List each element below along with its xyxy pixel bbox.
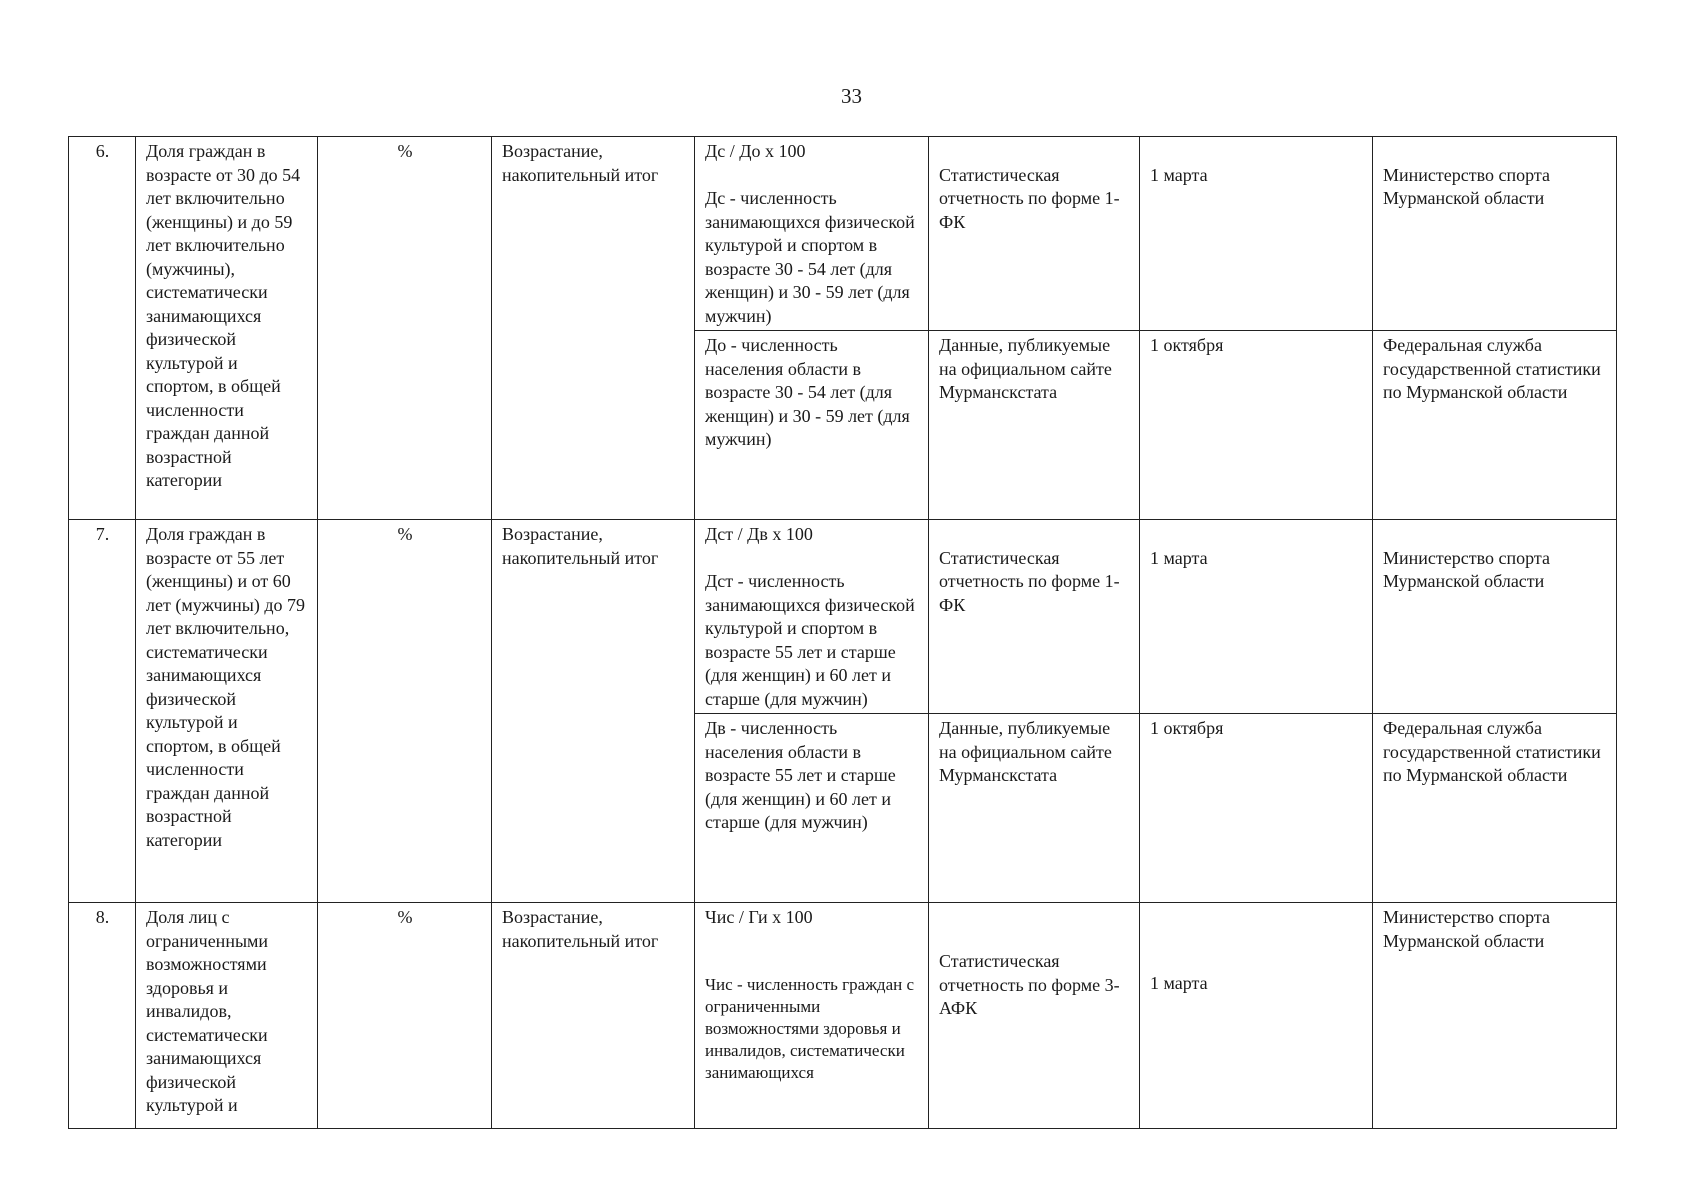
date: 1 октября: [1140, 331, 1373, 520]
definition: Дв - численность населения области в возрасте 55 лет и старше (для женщин) и 60 лет и старше (для мужчин): [695, 714, 929, 903]
formula-cell: [695, 520, 929, 714]
date: 1 марта: [1150, 547, 1208, 568]
responsible: Министерство спорта Мурманской области: [1383, 547, 1550, 591]
formula-cell: [695, 137, 929, 331]
responsible: Министерство спорта Мурманской области: [1373, 903, 1617, 1129]
unit: %: [318, 520, 492, 903]
date-cell: [1140, 903, 1373, 1129]
date: 1 марта: [1150, 973, 1208, 993]
unit: %: [318, 137, 492, 520]
page-number: 33: [841, 84, 862, 108]
table-row: [69, 903, 1617, 1129]
row-number: 6.: [69, 137, 136, 520]
source: Данные, публикуемые на официальном сайте Мурманскстата: [929, 714, 1140, 903]
unit: %: [318, 903, 492, 1129]
date: 1 октября: [1140, 714, 1373, 903]
source-cell: [929, 137, 1140, 331]
source-cell: [929, 903, 1140, 1129]
indicator-name: Доля лиц с ограниченными возможностями здоровья и инвалидов, систематически занимающихся физической культурой и: [136, 903, 318, 1129]
formula: Дст / Дв х 100: [705, 524, 813, 544]
source: Данные, публикуемые на официальном сайте Мурманскстата: [929, 331, 1140, 520]
source-cell: [929, 520, 1140, 714]
formula: Чис / Ги х 100: [705, 907, 813, 927]
formula: Дс / До х 100: [705, 141, 806, 161]
date: 1 марта: [1150, 164, 1208, 185]
responsible-cell: [1373, 520, 1617, 714]
date-cell: [1140, 137, 1373, 331]
definition: Дст - численность занимающихся физической культурой и спортом в возрасте 55 лет и старше (для женщин) и 60 лет и старше (для мужчин): [705, 571, 915, 709]
definition: Дс - численность занимающихся физической культурой и спортом в возрасте 30 - 54 лет (для женщин) и 30 - 59 лет (для мужчин): [705, 188, 915, 326]
dynamics: Возрастание, накопительный итог: [492, 520, 695, 903]
definition: Чис - численность граждан с ограниченными возможностями здоровья и инвалидов, систематически занимающихся: [705, 974, 915, 1082]
table-row: [69, 520, 1617, 714]
source: Статистическая отчетность по форме 1-ФК: [939, 164, 1120, 232]
row-number: 8.: [69, 903, 136, 1129]
dynamics: Возрастание, накопительный итог: [492, 903, 695, 1129]
responsible: Министерство спорта Мурманской области: [1383, 164, 1550, 208]
responsible-cell: [1373, 137, 1617, 331]
indicators-table: [68, 136, 1617, 1129]
row-number: 7.: [69, 520, 136, 903]
indicator-name: Доля граждан в возрасте от 30 до 54 лет включительно (женщины) и до 59 лет включительно (мужчины), систематически занимающихся физической культурой и спортом, в общей численности граждан данной возрастной категории: [136, 137, 318, 520]
source: Статистическая отчетность по форме 1-ФК: [939, 547, 1120, 615]
date-cell: [1140, 520, 1373, 714]
table-row: [69, 137, 1617, 331]
dynamics: Возрастание, накопительный итог: [492, 137, 695, 520]
responsible: Федеральная служба государственной статистики по Мурманской области: [1373, 331, 1617, 520]
definition: До - численность населения области в возрасте 30 - 54 лет (для женщин) и 30 - 59 лет (для мужчин): [695, 331, 929, 520]
indicator-name: Доля граждан в возрасте от 55 лет (женщины) и от 60 лет (мужчины) до 79 лет включительно, систематически занимающихся физической культурой и спортом, в общей численности граждан данной возрастной категории: [136, 520, 318, 903]
formula-cell: [695, 903, 929, 1129]
source: Статистическая отчетность по форме 3-АФК: [939, 951, 1120, 1018]
responsible: Федеральная служба государственной статистики по Мурманской области: [1373, 714, 1617, 903]
